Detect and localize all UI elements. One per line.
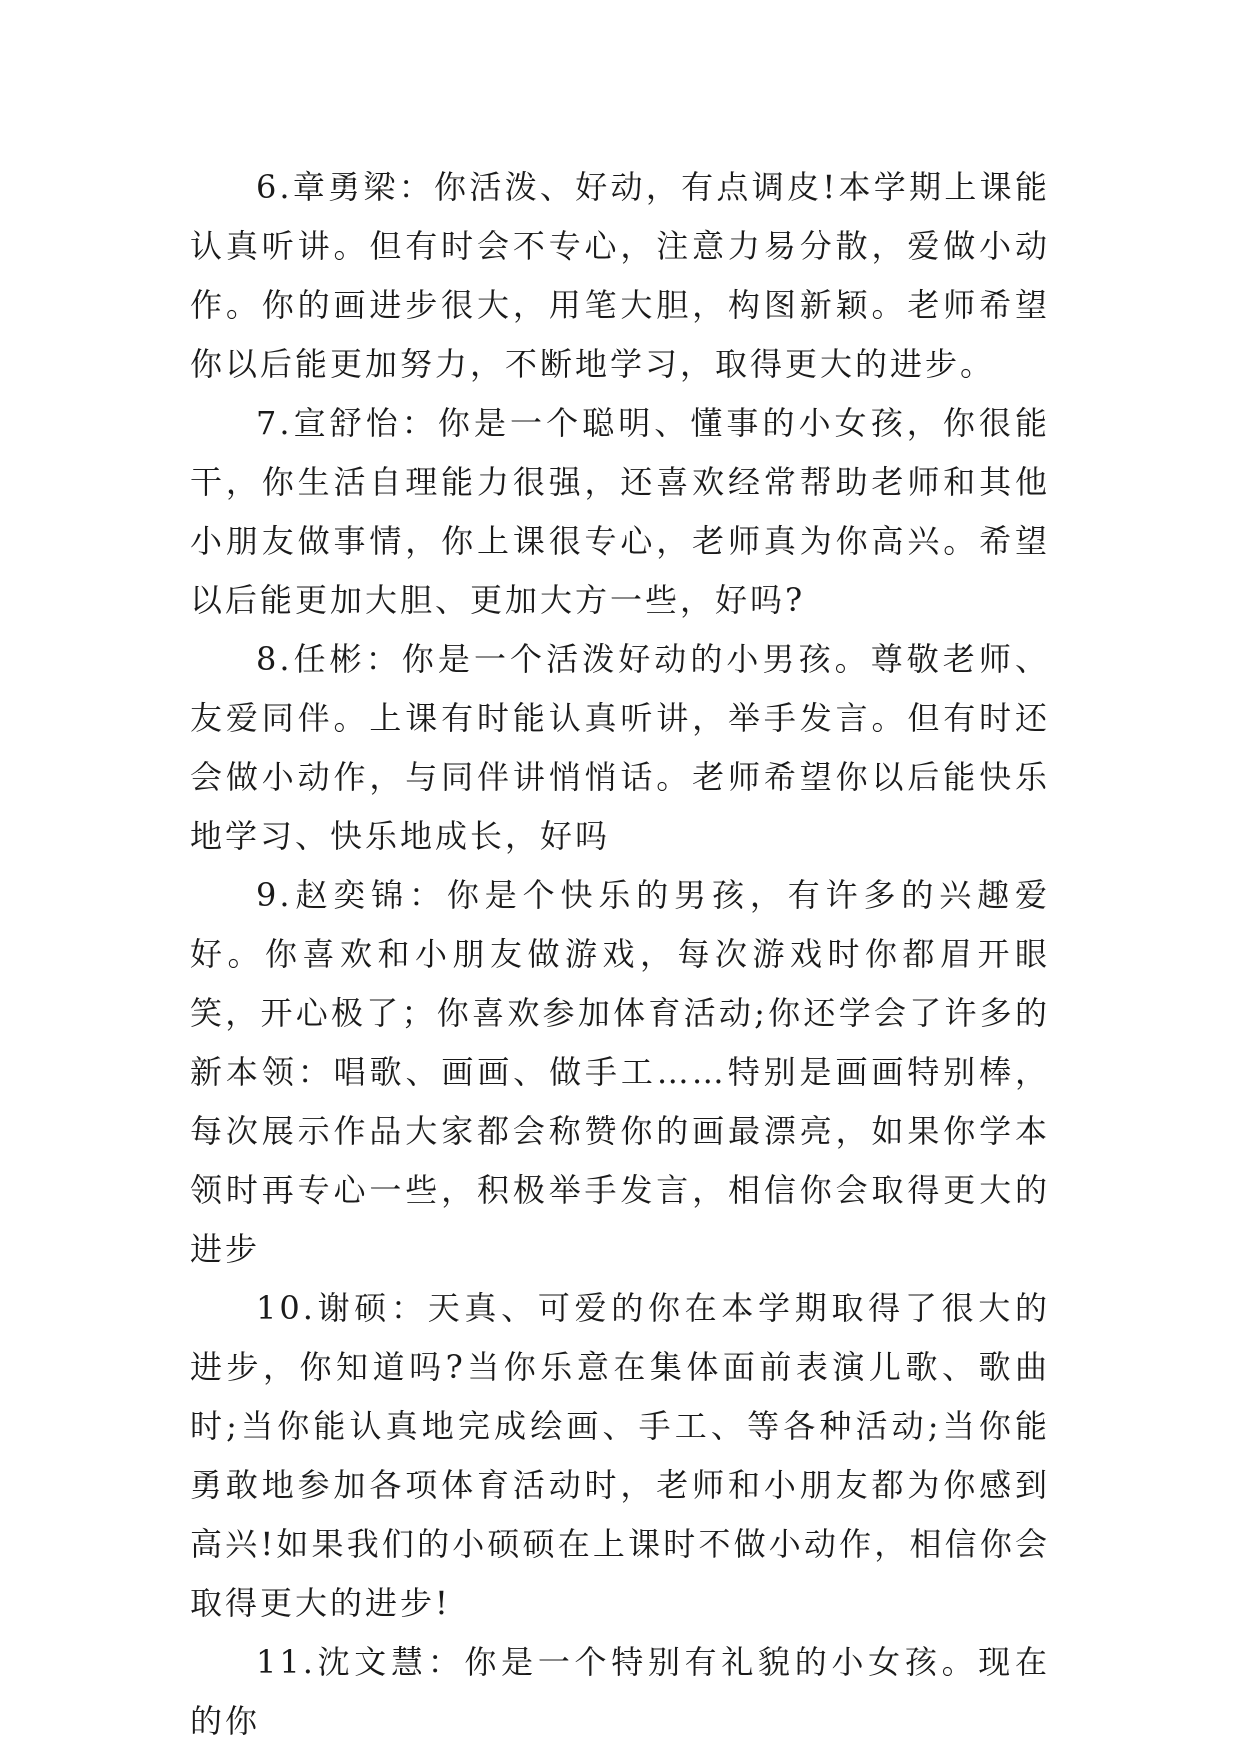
paragraph-comment-6: 6.章勇梁：你活泼、好动，有点调皮!本学期上课能认真听讲。但有时会不专心，注意力易分散，爱做小动作。你的画进步很大，用笔大胆，构图新颖。老师希望你以后能更加努力，不断地学习，取得更大的进步。 [190,168,1050,383]
paragraph-comment-7: 7.宣舒怡：你是一个聪明、懂事的小女孩，你很能干，你生活自理能力很强，还喜欢经常帮助老师和其他小朋友做事情，你上课很专心，老师真为你高兴。希望以后能更加大胆、更加大方一些，好吗? [190,404,1050,619]
paragraph-comment-11: 11.沈文慧：你是一个特别有礼貌的小女孩。现在的你 [190,1643,1050,1740]
document-body [190,158,1050,1751]
paragraph-comment-9: 9.赵奕锦：你是个快乐的男孩，有许多的兴趣爱好。你喜欢和小朋友做游戏，每次游戏时你都眉开眼笑，开心极了；你喜欢参加体育活动;你还学会了许多的新本领：唱歌、画画、做手工……特别是画画特别棒，每次展示作品大家都会称赞你的画最漂亮，如果你学本领时再专心一些，积极举手发言，相信你会取得更大的进步 [190,876,1050,1268]
paragraph-comment-8: 8.任彬：你是一个活泼好动的小男孩。尊敬老师、友爱同伴。上课有时能认真听讲，举手发言。但有时还会做小动作，与同伴讲悄悄话。老师希望你以后能快乐地学习、快乐地成长，好吗 [190,640,1050,855]
paragraph-comment-10: 10.谢硕：天真、可爱的你在本学期取得了很大的进步，你知道吗?当你乐意在集体面前表演儿歌、歌曲时;当你能认真地完成绘画、手工、等各种活动;当你能勇敢地参加各项体育活动时，老师和小朋友都为你感到高兴!如果我们的小硕硕在上课时不做小动作，相信你会取得更大的进步! [190,1289,1050,1622]
